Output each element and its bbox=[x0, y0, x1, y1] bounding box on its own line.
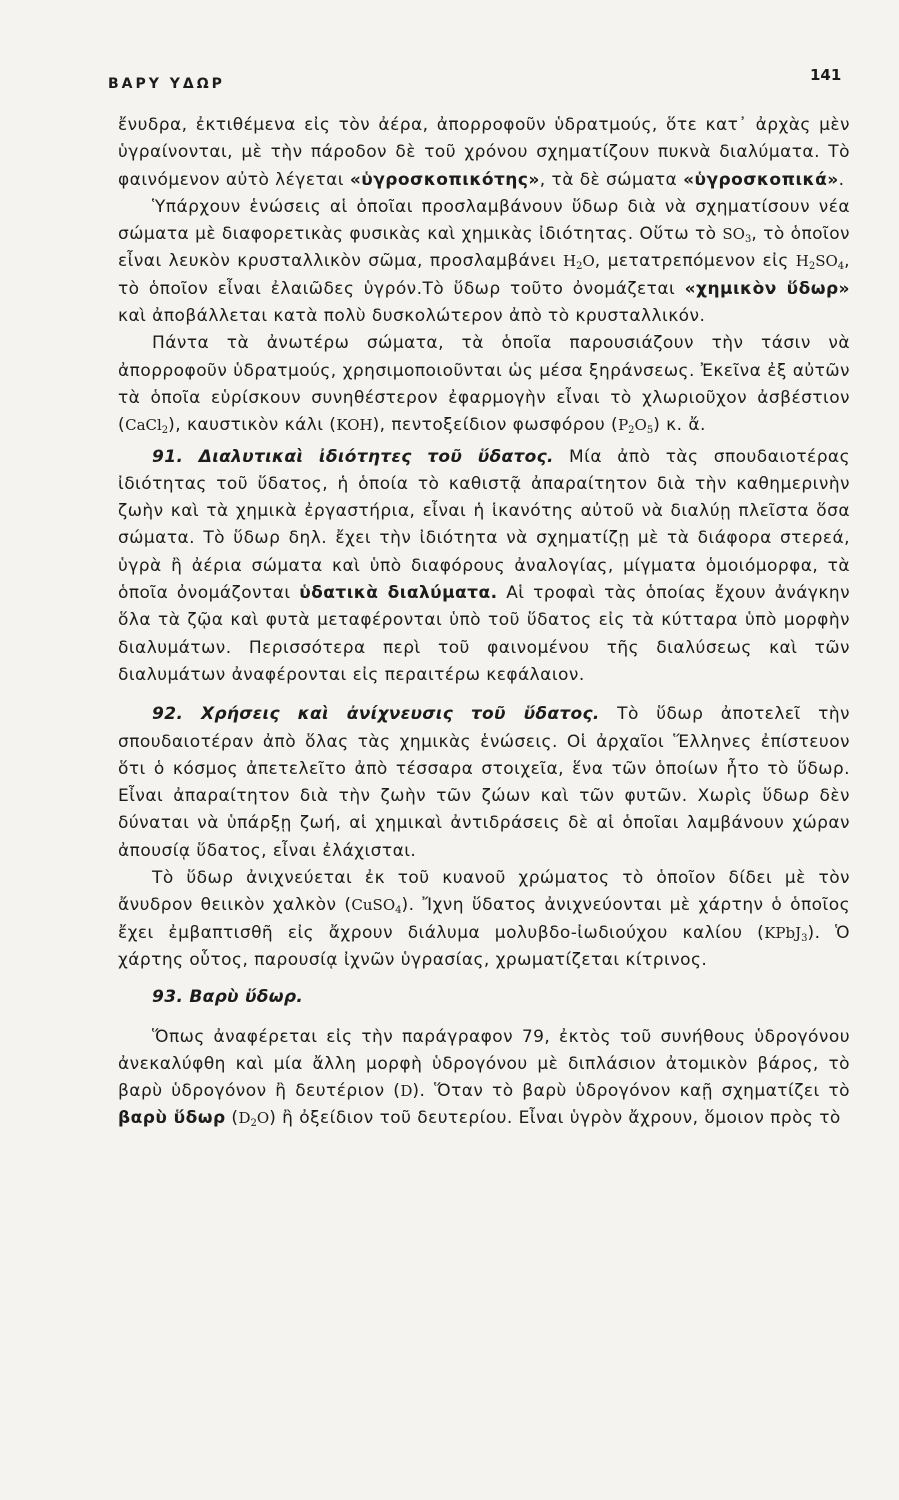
term-hygroscopic: «ὑγροσκοπικά» bbox=[683, 169, 839, 190]
formula-d2o bbox=[238, 1109, 270, 1130]
text-run: , τὸ ὁποῖον εἶναι λευκὸν κρυσταλλικὸν σῶμα, προσλαμβάνει bbox=[118, 224, 850, 272]
term-hygroscopicity: «ὑγροσκοπικότης» bbox=[349, 169, 540, 190]
formula-p2o5 bbox=[618, 416, 654, 437]
text-run: Τὸ ὕδωρ ἀποτελεῖ τὴν σπουδαιοτέραν ἀπὸ ὅλας τὰς χημικὰς ἑνώσεις. Οἱ ἀρχαῖοι Ἕλληνες ἐπίστευον ὅτι ὁ κόσμος ἀπετελεῖτο ἀπὸ τέσσαρα στοιχεῖα, ἕνα τῶν ὁποίων ἦτο τὸ ὕδωρ. Εἶναι ἀπαραίτητον διὰ τὴν ζωὴν τῶν ζώων καὶ τῶν φυτῶν. Χωρὶς ὕδωρ δὲν δύναται νὰ ὑπάρξῃ ζωή, αἱ χημικαὶ ἀντιδράσεις δὲ αἱ ὁποῖαι λαμβάνουν χώραν ἀπουσίᾳ ὕδατος, εἶναι ἐλάχισται. bbox=[118, 704, 850, 861]
formula-part: O bbox=[256, 1109, 270, 1128]
formula-part: SO bbox=[722, 225, 745, 244]
text-run: καὶ ἀποβάλλεται κατὰ πολὺ δυσκολώτερον ἀπὸ τὸ κρυσταλλικόν. bbox=[118, 306, 706, 327]
text-run: . bbox=[838, 169, 845, 190]
formula-d: D bbox=[400, 1082, 413, 1101]
section-title: Βαρὺ ὕδωρ. bbox=[189, 987, 304, 1008]
section-title: Διαλυτικαὶ ἰδιότητες τοῦ ὕδατος. bbox=[198, 446, 554, 467]
section-number: 93. bbox=[152, 987, 184, 1008]
formula-part: H bbox=[795, 252, 809, 271]
text-run: Ὅπως ἀναφέρεται εἰς τὴν παράγραφον 79, ἐκτὸς τοῦ συνήθους ὑδρογόνου ἀνεκαλύφθη καὶ μία ἄλλη μορφὴ ὑδρογόνου μὲ διπλάσιον ἀτομικὸν βάρος, τὸ βαρὺ ὑδρογόνον ἢ δευτέριον ( bbox=[118, 1026, 850, 1102]
section-number: 91. bbox=[152, 446, 184, 467]
formula-part: H bbox=[562, 252, 577, 271]
text-run: ἔνυδρα, ἐκτιθέμενα εἰς τὸν ἀέρα, ἀπορροφοῦν ὑδρατμούς, ὅτε κατ᾽ ἀρχὰς μὲν ὑγραίνονται, μὲ τὴν πάροδον δὲ τοῦ χρόνου σχηματίζουν πυκνὰ διαλύματα. Τὸ φαινόμενον αὐτὸ λέγεται bbox=[118, 115, 850, 190]
section-92 bbox=[118, 701, 850, 865]
text-run: ) ἢ ὀξείδιον τοῦ δευτερίου. Εἶναι ὑγρὸν ἄχρουν, ὅμοιον πρὸς τὸ bbox=[269, 1108, 841, 1129]
paragraph-water-detection bbox=[118, 865, 850, 974]
text-run: , τὰ δὲ σώματα bbox=[539, 169, 684, 190]
formula-koh: KOH bbox=[336, 416, 373, 435]
body-text bbox=[118, 112, 850, 1133]
text-run: ). Ὁ χάρτης οὗτος, παρουσίᾳ ἰχνῶν ὑγρασίας, χρωματίζεται κίτρινος. bbox=[118, 922, 850, 970]
paragraph-heavy-water bbox=[118, 1024, 850, 1133]
formula-cuso4 bbox=[351, 896, 402, 917]
formula-subscript: 2 bbox=[161, 425, 169, 437]
text-run: Πάντα τὰ ἀνωτέρω σώματα, τὰ ὁποῖα παρουσιάζουν τὴν τάσιν νὰ ἀπορροφοῦν ὑδρατμούς, χρησιμοποιοῦνται ὡς μέσα ξηράνσεως. Ἐκεῖνα ἐξ αὐτῶν τὰ ὁποῖα εὑρίσκουν συνηθέστερον ἐφαρμογὴν εἶναι τὸ χλωριοῦχον ἀσβέστιον ( bbox=[118, 333, 850, 436]
running-head: ΒΑΡΥ ΥΔΩΡ bbox=[108, 76, 225, 92]
formula-kpbj3 bbox=[764, 924, 807, 942]
paragraph-chemical-water bbox=[118, 194, 850, 330]
formula-subscript: 3 bbox=[744, 234, 752, 246]
section-number: 92. bbox=[152, 704, 184, 725]
formula-part: O bbox=[582, 252, 595, 271]
text-run: ( bbox=[225, 1108, 239, 1129]
formula-part: O bbox=[634, 416, 647, 435]
text-run: ), καυστικὸν κάλι ( bbox=[168, 415, 337, 436]
formula-subscript: 4 bbox=[395, 905, 402, 917]
text-run: Τὸ ὕδωρ ἀνιχνεύεται ἐκ τοῦ κυανοῦ χρώματος τὸ ὁποῖον δίδει μὲ τὸν ἄνυδρον θειικὸν χαλκὸν ( bbox=[118, 868, 850, 916]
formula-part: CaCl bbox=[125, 416, 162, 435]
formula-h2o bbox=[562, 252, 595, 273]
term-heavy-water: βαρὺ ὕδωρ bbox=[118, 1108, 226, 1129]
formula-h2so4 bbox=[795, 252, 845, 273]
formula-subscript: 2 bbox=[628, 425, 635, 437]
text-run: Μία ἀπὸ τὰς σπουδαιοτέρας ἰδιότητας τοῦ ὕδατος, ἡ ὁποία τὸ καθιστᾷ ἀπαραίτητον διὰ τὴν καθημερινὴν ζωὴν καὶ τὰ χημικὰ ἐργαστήρια, εἶναι ἡ ἱκανότης αὐτοῦ νὰ διαλύῃ πλεῖστα ὅσα σώματα. Τὸ ὕδωρ δηλ. ἔχει τὴν ἰδιότητα νὰ σχηματίζῃ μὲ τὰ διάφορα στερεά, ὑγρὰ ἢ ἀέρια σώματα καὶ ὑπὸ διαφόρους ἀναλογίας, μίγματα ὁμοιόμορφα, τὰ ὁποῖα ὀνομάζονται bbox=[118, 446, 851, 604]
formula-so3 bbox=[722, 225, 752, 246]
text-run: ). Ἴχνη ὕδατος ἀνιχνεύονται μὲ χάρτην ὁ ὁποῖος ἔχει ἐμβαπτισθῆ εἰς ἄχρουν διάλυμα μολυβδο-ἰωδιούχου καλίου ( bbox=[118, 895, 850, 943]
paragraph-hygroscopic bbox=[118, 112, 850, 194]
formula-subscript: 3 bbox=[801, 932, 808, 944]
section-title: Χρήσεις καὶ ἀνίχνευσις τοῦ ὕδατος. bbox=[200, 704, 600, 725]
text-run: ), πεντοξείδιον φωσφόρου ( bbox=[372, 415, 619, 436]
formula-part: D bbox=[238, 1109, 251, 1128]
text-run: , τὸ ὁποῖον εἶναι ἐλαιῶδες ὑγρόν.Τὸ ὕδωρ τοῦτο ὀνομάζεται bbox=[118, 251, 850, 299]
formula-part: P bbox=[618, 416, 629, 435]
page-number: 141 bbox=[810, 66, 842, 84]
formula-part: SO bbox=[815, 252, 838, 271]
formula-subscript: 5 bbox=[646, 425, 654, 437]
text-run: ). Ὅταν τὸ βαρὺ ὑδρογόνον καῇ σχηματίζει τὸ bbox=[412, 1081, 850, 1102]
term-aqueous-solutions: ὑδατικὰ διαλύματα. bbox=[299, 583, 498, 604]
text-run: , μετατρεπόμενον εἰς bbox=[594, 251, 796, 272]
term-chemical-water: «χημικὸν ὕδωρ» bbox=[684, 278, 850, 299]
formula-subscript: 4 bbox=[837, 261, 845, 273]
paragraph-drying-agents bbox=[118, 330, 850, 439]
text-run: ) κ. ἄ. bbox=[653, 415, 706, 436]
formula-part: CuSO bbox=[351, 896, 396, 915]
formula-part: KPbJ bbox=[764, 923, 802, 942]
section-91 bbox=[118, 444, 850, 690]
formula-subscript: 2 bbox=[250, 1118, 257, 1130]
formula-subscript: 2 bbox=[808, 261, 816, 273]
formula-subscript: 2 bbox=[576, 261, 583, 273]
text-run: Αἱ τροφαὶ τὰς ὁποίας ἔχουν ἀνάγκην ὅλα τὰ ζῷα καὶ φυτὰ μεταφέρονται ὑπὸ τοῦ ὕδατος εἰς τὰ κύτταρα ὑπὸ μορφὴν διαλυμάτων. Περισσότερα περὶ τοῦ φαινομένου τῆς διαλύσεως καὶ τῶν διαλυμάτων ἀναφέρονται εἰς περαιτέρω κεφάλαιον. bbox=[118, 583, 851, 685]
text-run: Ὑπάρχουν ἑνώσεις αἱ ὁποῖαι προσλαμβάνουν ὕδωρ διὰ νὰ σχηματίσουν νέα σώματα μὲ διαφορετικὰς φυσικὰς καὶ χημικὰς ἰδιότητας. Οὕτω τὸ bbox=[118, 196, 850, 245]
section-93-heading bbox=[118, 984, 850, 1011]
formula-cacl2 bbox=[125, 416, 169, 437]
